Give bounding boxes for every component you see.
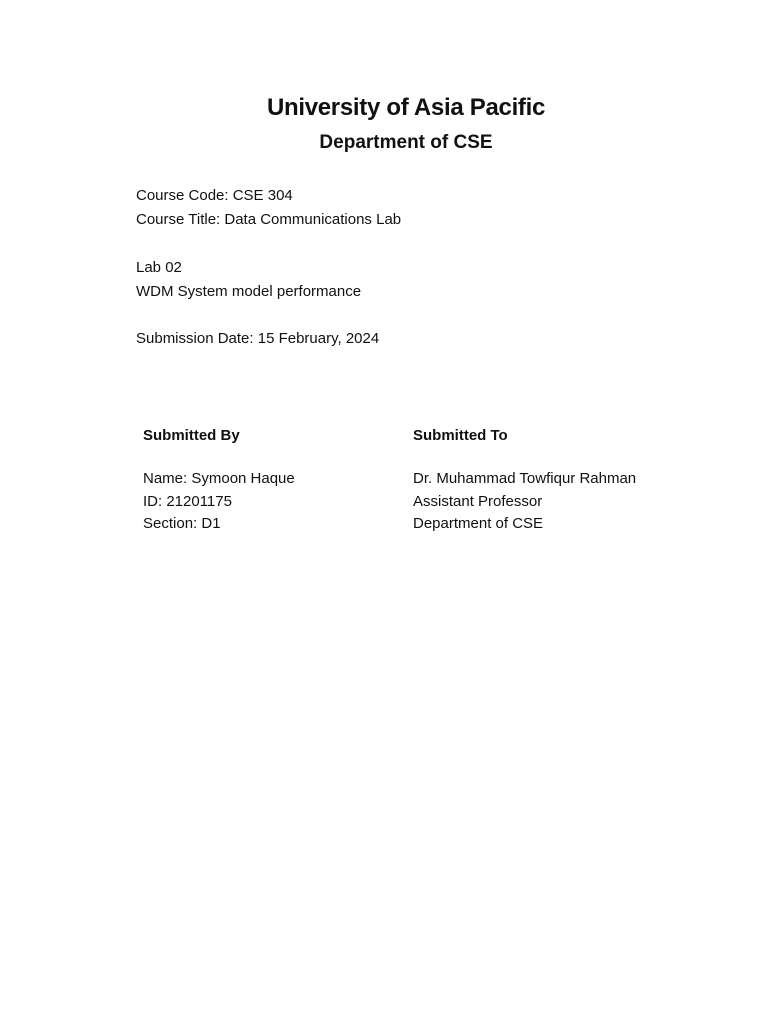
submitted-by-heading: Submitted By [143, 427, 240, 444]
submission-date: Submission Date: 15 February, 2024 [136, 330, 380, 347]
university-title: University of Asia Pacific [266, 94, 546, 121]
lab-name: WDM System model performance [136, 283, 362, 300]
teacher-name: Dr. Muhammad Towfiqur Rahman [413, 470, 637, 487]
department-subtitle: Department of CSE [319, 132, 493, 153]
student-id: ID: 21201175 [143, 493, 232, 510]
teacher-department: Department of CSE [413, 515, 544, 532]
submitted-to-heading: Submitted To [413, 427, 508, 444]
student-section: Section: D1 [143, 515, 221, 532]
lab-number: Lab 02 [136, 259, 182, 276]
teacher-designation: Assistant Professor [413, 493, 543, 510]
course-title: Course Title: Data Communications Lab [136, 211, 402, 228]
course-code: Course Code: CSE 304 [136, 187, 293, 204]
student-name: Name: Symoon Haque [143, 470, 295, 487]
